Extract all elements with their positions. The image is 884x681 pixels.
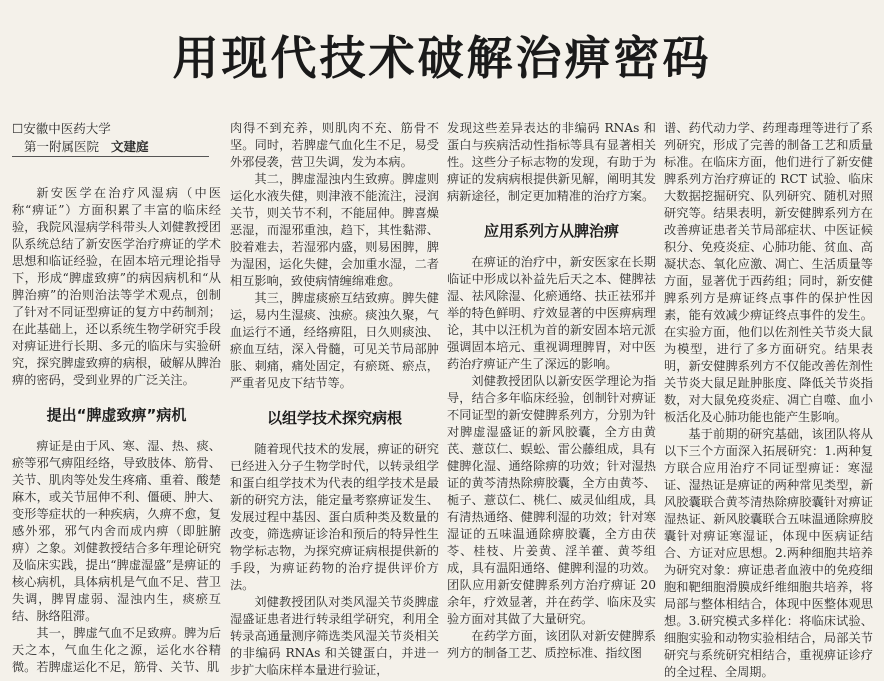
paragraph: 随着现代技术的发展，痹证的研究已经进入分子生物学时代，以转录组学和蛋白组学技术为代表的组学技术是最新的研究方法，能定量考察痹证发生、发展过程中基因、蛋白质种类及数量的改变，筛选痹证诊治和预后的特异性生物学标志物，为探究痹证病根提供新的手段，为痹证药物的治疗提供评价方法。 [230, 442, 439, 592]
byline-org: 安徽中医药大学 [23, 121, 111, 136]
paragraph: 谱、药代动力学、药理毒理等进行了系列研究，形成了完善的制备工艺和质量标准。在临床方面，他们进行了新安健脾系列方治疗痹证的 RCT 试验、临床大数据挖掘研究、队列研究、随机对照研究等。结果表明，新安健脾系列方在改善痹证患者关节局部症状、中医证候积分、免疫炎症、心肺功能、贫血、高凝状态、氧化应激、凋亡、生活质量等方面，显著优于西药组；同时，新安健脾系列方是痹证终点事件的保护性因素，能有效减少痹证终点事件的发生。在实验方面，他们以佐剂性关节炎大鼠为模型，进行了多方面研究。结果表明，新安健脾系列方不仅能改善佐剂性关节炎大鼠足趾肿胀度、降低关节炎指数，对大鼠免疫炎症、凋亡自噬、血小板活化及心肺功能也能产生影响。 [664, 121, 873, 424]
column-3 [447, 120, 656, 660]
section-heading-1: 提出“脾虚致痹”病机 [46, 406, 187, 424]
byline-box: ☐ [12, 121, 24, 136]
section-heading-2: 以组学技术探究病根 [266, 409, 402, 427]
paragraph: 基于前期的研究基础，该团队将从以下三个方面深入拓展研究：1.两种复方联合应用治疗不同证型痹证：寒湿证、湿热证是痹证的两种常见类型，新风胶囊联合黄芩清热除痹胶囊针对痹证湿热证、新风胶囊联合五味温通除痹胶囊针对痹证寒湿证，体现中医病证结合、方证对应思想。2.两种细胞共培养为研究对象：痹证患者血液中的免疫细胞和靶细胞滑膜成纤维细胞共培养，将局部与整体相结合，体现中医整体观思想。3.研究模式多样化：将临床试验、细胞实验和动物实验相结合，局部关节研究与系统研究相结合，重视痹证诊疗的全过程、全周期。 [664, 427, 873, 679]
paragraph: 痹证是由于风、寒、湿、热、痰、瘀等邪气痹阻经络，导致肢体、筋骨、关节、肌肉等处发生疼痛、重着、酸楚麻木，或关节屈伸不利、僵硬、肿大、变形等症状的一种疾病，久痹不愈，复感外邪，邪气内舍而成内痹（即脏腑痹）之象。刘健教授结合多年理论研究及临床实践，提出“脾虚湿盛”是痹证的核心病机，具体病机是气血不足、营卫失调，脾胃虚弱、湿浊内生，痰瘀互结、脉络阻滞。 [12, 439, 221, 623]
paragraph: 其二，脾虚湿浊内生致痹。脾虚则运化水液失健，则津液不能流注，浸润关节，则关节不利，不能屈伸。脾喜燥恶湿，而湿邪重浊，趋下，其性黏滞、胶着难去，若湿邪内盛，则易困脾，脾为湿困，运化失健，会加重水湿，二者相互影响，致使病情缠绵难愈。 [230, 172, 439, 288]
article-headline: 用现代技术破解治痹密码 [172, 31, 712, 85]
intro-paragraph: 新安医学在治疗风湿病（中医称“痹证”）方面积累了丰富的临床经验，我院风湿病学科带头人刘健教授团队系统总结了新安医学治疗痹证的学术思想和临证经验，在固本培元理论指导下，形成“脾虚致痹”的病因病机和“从脾治痹”的治则治法等学术观点，创制了针对不同证型痹证的复方中药制剂；在此基础上，还以系统生物学研究手段对痹证进行长期、多元的临床与实验研究，探究脾虚致痹的病根，破解从脾治痹的密码，受到业界的广泛关注。 [12, 186, 221, 387]
section-heading-3: 应用系列方从脾治痹 [483, 222, 619, 240]
paragraph: 肉得不到充养，则肌肉不充、筋骨不坚。同时，若脾虚气血化生不足，易受外邪侵袭，营卫失调，发为本病。 [230, 121, 439, 169]
column-2 [230, 120, 439, 677]
byline [12, 120, 221, 157]
column-1 [12, 120, 221, 674]
paragraph: 其一，脾虚气血不足致痹。脾为后天之本，气血生化之源，运化水谷精微。若脾虚运化不足，筋骨、关节、肌 [12, 626, 221, 674]
paragraph: 刘健教授团队以新安医学理论为指导，结合多年临床经验，创制针对痹证不同证型的新安健脾系列方，分别为针对脾虚湿盛证的新风胶囊，全方由黄芪、薏苡仁、蜈蚣、雷公藤组成，具有健脾化湿、通络除痹的功效；针对湿热证的黄芩清热除痹胶囊，全方由黄芩、栀子、薏苡仁、桃仁、威灵仙组成，具有清热通络、健脾利湿的功效；针对寒湿证的五味温通除痹胶囊，全方由茯苓、桂枝、片姜黄、淫羊藿、黄芩组成，具有温阳通络、健脾利湿的功效。团队应用新安健脾系列方治疗痹证 20 余年，疗效显著，并在药学、临床及实验方面对其做了大量研究。 [447, 374, 656, 626]
byline-dept: 第一附属医院 [24, 139, 100, 154]
paragraph: 在痹证的治疗中，新安医家在长期临证中形成以补益先后天之本、健脾祛湿、祛风除湿、化瘀通络、扶正祛邪并举的特色鲜明、疗效显著的中医痹病理论，其中以汪机为首的新安固本培元派强调固本培元、重视调理脾胃，对中医药治疗痹证产生了深远的影响。 [447, 255, 656, 371]
paragraph: 发现这些差异表达的非编码 RNAs 和蛋白与疾病活动性指标等具有显著相关性。这些分子标志物的发现，有助于为痹证的发病病根提供新见解，阐明其发病新途径，制定更加精准的治疗方案。 [447, 121, 656, 203]
paragraph: 其三，脾虚痰瘀互结致痹。脾失健运，易内生湿痰、浊瘀。痰浊久聚，气血运行不通，经络痹阻，日久则痰浊、瘀血互结，深入骨髓，可见关节局部肿胀、刺痛，痛处固定，有瘀斑、瘀点，严重者见皮下结节等。 [230, 291, 439, 390]
paragraph: 刘健教授团队对类风湿关节炎脾虚湿盛证患者进行转录组学研究，利用全转录高通量测序筛选类风湿关节炎相关的非编码 RNAs 和关键蛋白，并进一步扩大临床样本量进行验证， [230, 595, 439, 677]
column-4 [664, 120, 873, 679]
byline-author: 文建庭 [110, 139, 149, 154]
paragraph: 在药学方面，该团队对新安健脾系列方的制备工艺、质控标准、指纹图 [447, 629, 656, 660]
